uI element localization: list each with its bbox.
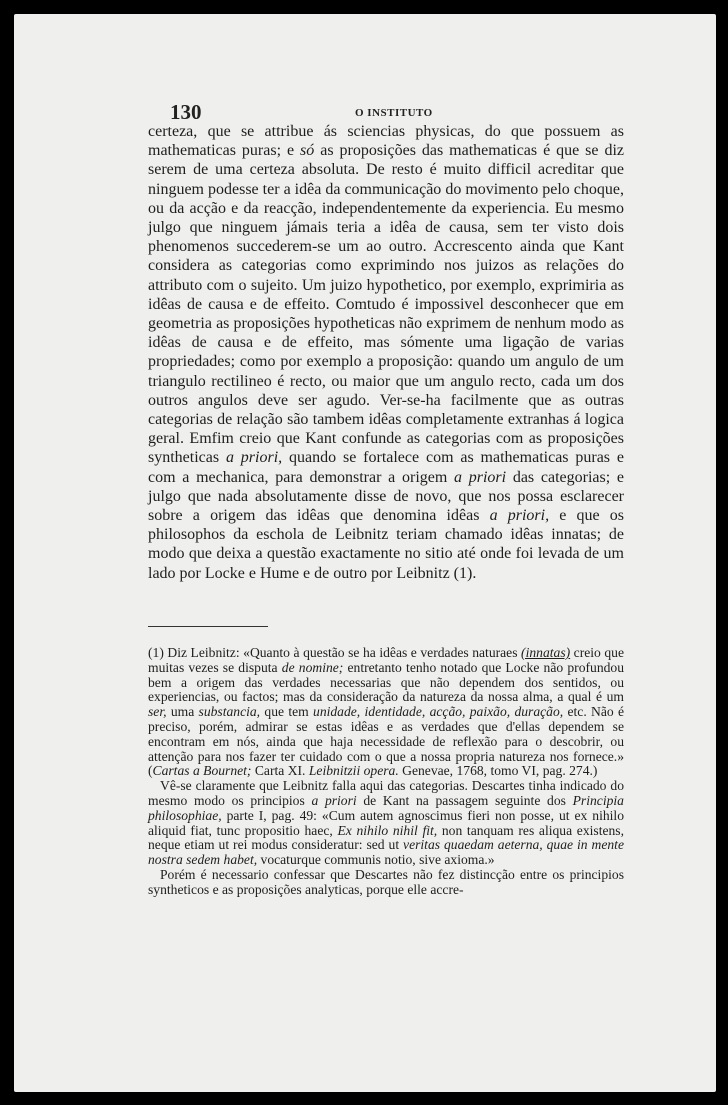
footnote-italic: de nomine; <box>281 659 344 675</box>
footnote-text: (1) Diz Leibnitz: «Quanto à questão se ha idêas e verdades naturaes <box>148 645 522 660</box>
footnote-text: etc. Não é preciso, porém, admirar se estas idêas e as verdades que d'ellas dependem se encontram em nós, ainda que haja necessidade de reflexão para o descobrir, ou attenção para nos fazer ter cuidado com o que a nossa propria natureza nos fornece.» ( <box>148 704 625 779</box>
footnote-italic: veritas quaedam aeterna, quae in mente nostra sedem habet, <box>148 837 624 868</box>
footnote-italic: Leibnitzii opera. <box>308 763 399 779</box>
main-text-italic: a priori, <box>489 507 550 525</box>
page-header <box>170 100 560 124</box>
footnote-italic: substancia, <box>198 704 261 720</box>
footnote-italic: ser, <box>148 704 167 720</box>
main-text-segment: e que os philosophos da escholа de Leibnitz teriam chamado idêas innatas; de modo que deixa a questão exactamente no sitio até onde foi levada de um lado por Locke e Hume e de outro por Leibnitz (1). <box>148 507 624 582</box>
main-text-italic: a priori, <box>225 449 283 467</box>
page-number: 130 <box>170 100 202 124</box>
footnote-text: creio que muitas vezes se disputa <box>148 645 625 675</box>
main-text-segment: das categorias; e julgo que nada absolutamente disse de novo, que nos possa esclarecer sobre a origem das idêas que denomina idêas <box>148 468 625 525</box>
running-title: O INSTITUTO <box>355 107 433 119</box>
footnote-text: que tem <box>260 704 314 720</box>
main-text-segment: certeza, que se attribue ás sciencias physicas, do que possuem as mathematicas puras; e <box>148 123 624 160</box>
footnote-italic: Principia philosophiae, <box>148 792 624 823</box>
footnote-text: Genevae, 1768, tomo VI, pag. 274.) <box>398 763 598 779</box>
main-text <box>148 122 624 583</box>
main-text-italic: só <box>300 142 315 160</box>
footnote-text: uma <box>166 704 199 720</box>
footnote-text: entretanto tenho notado que Locke não profundou bem a origem das verdades necessarias que não dependem dos sentidos, ou experiencias, ou factos; mas da consideração da natureza da nossa alma, a qual é um <box>148 659 625 705</box>
main-text-italic: a priori <box>454 468 507 486</box>
footnote-italic: Ex nihilo nihil fit, <box>337 822 438 838</box>
footnote-text: de Kant na passagem seguinte dos <box>356 792 573 808</box>
footnote-text: vocaturque communis notio, sive axioma.» <box>257 852 495 868</box>
footnote <box>148 646 624 898</box>
footnote-text: Carta XI. <box>251 763 309 779</box>
footnote-text: non tanquam res aliqua existens, neque etiam ut rei modus consideratur: sed ut <box>148 822 624 853</box>
footnote-italic: a priori <box>311 792 357 808</box>
footnote-text: parte I, pag. 49: «Cum autem agnoscimus fieri non posse, ut ex nihilo aliquid fiat, tunc propositio haec, <box>148 807 624 838</box>
footnote-italic: (innatas) <box>521 645 571 660</box>
footnote-paragraph-2 <box>148 779 624 868</box>
footnote-italic: Cartas a Bournet; <box>152 763 252 779</box>
main-text-segment: as proposições das mathematicas é que se diz serem de uma certeza absoluta. De resto é muito difficil acreditar que ninguem podesse ter a idêa da communicação do movimento pelo choque, ou da acção e da reacção, independentemente da experiencia. Eu mesmo julgo que ninguem jámais teria a idêa de causa, sem ter visto dois phenomenos succederem-se um ao outro. Accrescento ainda que Kant considera as categorias como exprimindo nos juizos as relações do attributo com o sujeito. Um juizo hypothetico, por exemplo, exprimiria as idêas de causa e de effeito. Comtudo é impossivel desconhecer que em geometria as proposições hypotheticas não exprimem de nenhum modo as idêas de causa e de effeito, mas sómente uma ligação de varias propriedades; como por exemplo a proposição: quando um angulo de um triangulo rectilineo é recto, ou maior que um angulo recto, cada um dos outros angulos deve ser agudo. Ver-se-ha facilmente que as outras categorias de relação são tambem idêas completamente extranhas á logica geral. Emfim creio que Kant confunde as categorias com as proposições syntheticas <box>148 142 625 467</box>
footnote-text: Vê-se claramente que Leibnitz falla aqui das categorias. Descartes tinha indicado do mesmo modo os principios <box>148 778 624 808</box>
main-paragraph <box>148 122 624 583</box>
footnote-divider <box>148 626 268 627</box>
footnote-paragraph-3: Porém é necessario confessar que Descartes não fez distincção entre os principios syntheticos e as proposições analyticas, porque elle accre- <box>148 866 624 897</box>
main-text-segment: quando se fortalece com as mathematicas puras e com a mechanica, para demonstrar a origem <box>148 449 624 486</box>
footnote-paragraph-1 <box>148 646 624 779</box>
footnote-italic: unidade, identidade, acção, paixão, duração, <box>313 704 564 720</box>
